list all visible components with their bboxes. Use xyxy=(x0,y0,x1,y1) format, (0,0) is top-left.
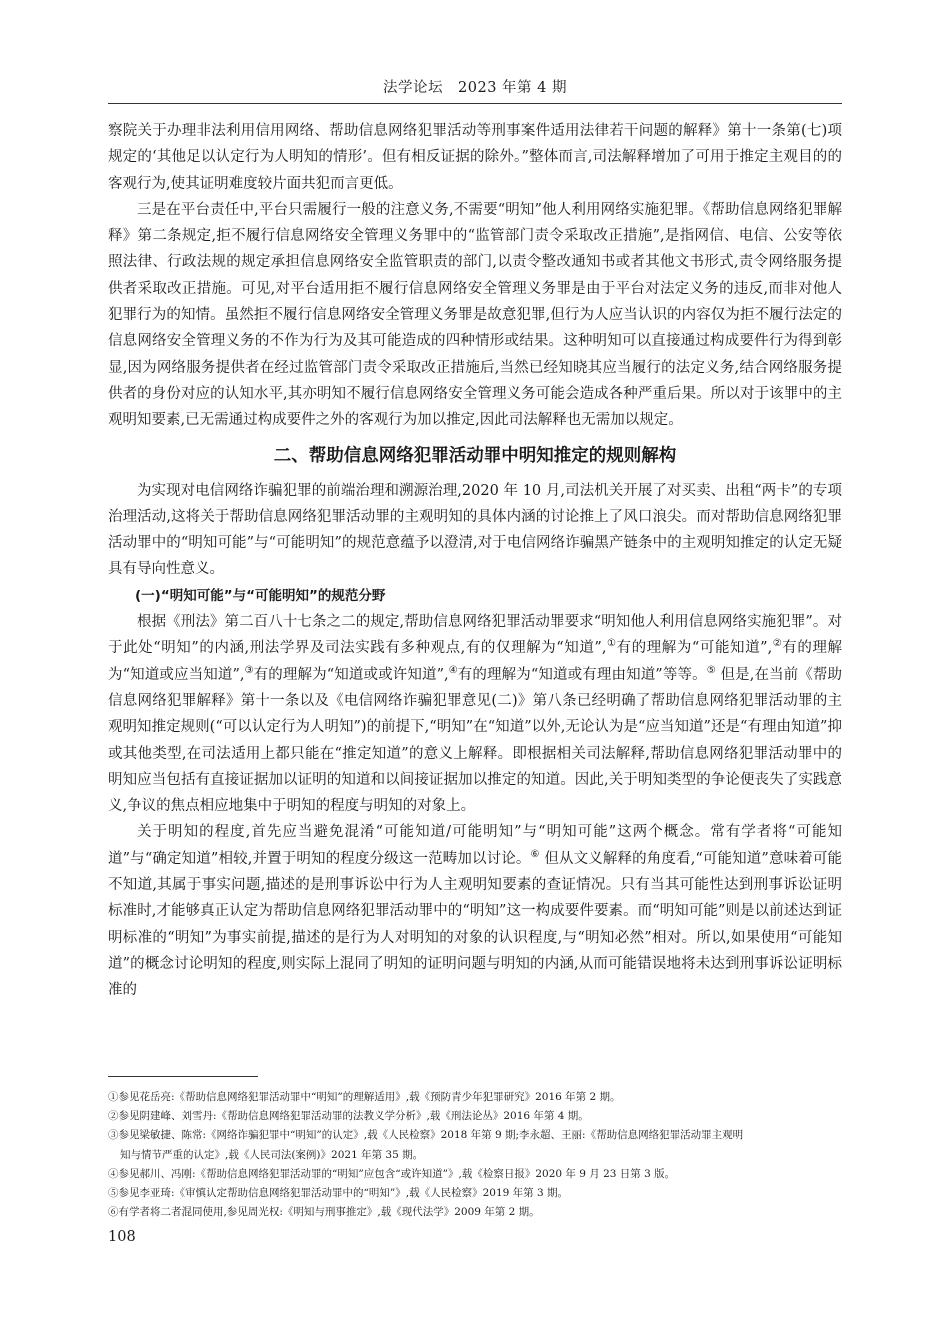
page-number: 108 xyxy=(108,1229,136,1245)
footnote-6: ⑥有学者将二者混同使用,参见周光权:《明知与刑事推定》,载《现代法学》2009 年第 2 期。 xyxy=(108,1206,540,1219)
footnote-ref-2[interactable]: ② xyxy=(772,638,783,650)
footnote-ref-3[interactable]: ③ xyxy=(244,664,254,676)
paragraph-5 xyxy=(108,819,842,1003)
p4-text-3: 有的理解为“知道或应当知道”, xyxy=(108,640,843,683)
footnote-ref-5[interactable]: ⑤ xyxy=(706,664,716,676)
footnote-ref-6[interactable]: ⑥ xyxy=(530,848,540,860)
footnote-1: ①参见花岳亮:《帮助信息网络犯罪活动罪中“明知”的理解适用》,载《预防青少年犯罪研究》2016 年第 2 期。 xyxy=(108,1091,621,1103)
footnote-2: ②参见阴建峰、刘雪丹:《帮助信息网络犯罪活动罪的法教义学分析》,载《刑法论丛》2016 年第 4 期。 xyxy=(108,1110,589,1123)
article-body xyxy=(108,118,842,1004)
p5-text-2: 但从文义解释的角度看,“可能知道”意味着可能不知道,其属于事实问题,描述的是刑事诉讼中行为人主观明知要素的查证情况。只有当其可能性达到刑事诉讼证明标准时,才能够真正认定为帮助信息网络犯罪活动罪中的“明知”这一构成要件要素。而“明知可能”则是以前述达到证明标准的“明知”为事实前提,描述的是行为人对明知的对象的认识程度,与“明知必然”相对。所以,如果使用“可能知道”的概念讨论明知的程度,则实际上混同了明知的证明问题与明知的内涵,从而可能错误地将未达到刑事诉讼证明标准的 xyxy=(108,850,842,999)
paragraph-1: 察院关于办理非法利用信用网络、帮助信息网络犯罪活动等刑事案件适用法律若干问题的解释》第十一条第(七)项规定的‘其他足以认定行为人明知的情形’。但有相反证据的除外。”整体而言,司法解释增加了可用于推定主观目的的客观行为,使其证明难度较片面共犯而言更低。 xyxy=(108,123,842,192)
footnote-ref-1[interactable]: ① xyxy=(606,638,617,650)
footnote-3: ③参见梁敏捷、陈常:《网络诈骗犯罪中“明知”的认定》,载《人民检察》2018 年第 9 期;李永超、王丽:《帮助信息网络犯罪活动罪主观明 xyxy=(108,1129,744,1142)
footnote-ref-4[interactable]: ④ xyxy=(448,664,458,676)
footnotes xyxy=(108,1088,846,1222)
p4-text-1: 根据《刑法》第二百八十七条之二的规定,帮助信息网络犯罪活动罪要求“明知他人利用信息网络实施犯罪”。对于此处“明知”的内涵,刑法学界及司法实践有多种观点,有的仅理解为“知道”, xyxy=(108,614,842,657)
footnote-3-continued: 知与情节严重的认定》,载《人民司法(案例)》2021 年第 35 期。 xyxy=(120,1148,424,1161)
footnote-5: ⑤参见李亚琦:《审慎认定帮助信息网络犯罪活动罪中的“明知”》,载《人民检察》2019 年第 3 期。 xyxy=(108,1187,569,1200)
section-title: 二、帮助信息网络犯罪活动罪中明知推定的规则解构 xyxy=(273,445,677,466)
paragraph-4 xyxy=(108,609,842,819)
footnote-rule xyxy=(108,1076,258,1077)
p5-text-1: 关于明知的程度,首先应当避免混淆“可能知道/可能明知”与“明知可能”这两个概念。常有学者将“可能知道”与“确定知道”相较,并置于明知的程度分级这一范畴加以讨论。 xyxy=(108,824,842,867)
p4-text-6: 但是,在当前《帮助信息网络犯罪解释》第十一条以及《电信网络诈骗犯罪意见(二)》第八条已经明确了帮助信息网络犯罪活动罪的主观明知推定规则(“可以认定行为人明知”)的前提下,“明知”在“知道”以外,无论认为是“应当知道”还是“有理由知道”抑或其他类型,在司法适用上都只能在“推定知道”的意义上解释。即根据相关司法解释,帮助信息网络犯罪活动罪中的明知应当包括有直接证据加以证明的知道和以间接证据加以推定的知道。因此,关于明知类型的争论便丧失了实践意义,争议的焦点相应地集中于明知的程度与明知的对象上。 xyxy=(108,666,843,815)
header-rule xyxy=(108,103,842,104)
p4-text-4: 有的理解为“知道或或许知道”, xyxy=(253,666,449,683)
footnote-4: ④参见郝川、冯刚:《帮助信息网络犯罪活动罪的“明知”应包含“或许知道”》,载《检察日报》2020 年 9 月 23 日第 3 版。 xyxy=(108,1167,676,1180)
subsection-title: (一)“明知可能”与“可能明知”的规范分野 xyxy=(135,587,386,604)
paragraph-3: 为实现对电信网络诈骗犯罪的前端治理和溯源治理,2020 年 10 月,司法机关开展了对买卖、出租“两卡”的专项治理活动,这将关于帮助信息网络犯罪活动罪的主观明知的具体内涵的讨论推上了风口浪尖。而对帮助信息网络犯罪活动罪中的“明知可能”与“可能明知”的规范意蕴予以澄清,对于电信网络诈骗黑产链条中的主观明知推定的认定无疑具有导向性意义。 xyxy=(108,482,842,578)
paragraph-2: 三是在平台责任中,平台只需履行一般的注意义务,不需要“明知”他人利用网络实施犯罪。《帮助信息网络犯罪解释》第二条规定,拒不履行信息网络安全管理义务罪中的“监管部门责令采取改正措施”,是指网信、电信、公安等依照法律、行政法规的规定承担信息网络安全监管职责的部门,以责令整改通知书或者其他文书形式,责令网络服务提供者采取改正措施。可见,对平台适用拒不履行信息网络安全管理义务罪是由于平台对法定义务的违反,而非对他人犯罪行为的知情。虽然拒不履行信息网络安全管理义务罪是故意犯罪,但行为人应当认识的内容仅为拒不履行法定的信息网络安全管理义务的不作为行为及其可能造成的四种情形或结果。这种明知可以直接通过构成要件行为得到彰显,因为网络服务提供者在经过监管部门责令采取改正措施后,当然已经知晓其应当履行的法定义务,结合网络服务提供者的身份对应的认知水平,其亦明知不履行信息网络安全管理义务可能会造成各种严重后果。所以对于该罪中的主观明知要素,已无需通过构成要件之外的客观行为加以推定,因此司法解释也无需加以规定。 xyxy=(108,201,842,429)
p4-text-2: 有的理解为“可能知道”, xyxy=(616,640,773,657)
running-header: 法学论坛 2023 年第 4 期 xyxy=(383,80,567,96)
p4-text-5: 有的理解为“知道或有理由知道”等等。 xyxy=(457,666,707,683)
